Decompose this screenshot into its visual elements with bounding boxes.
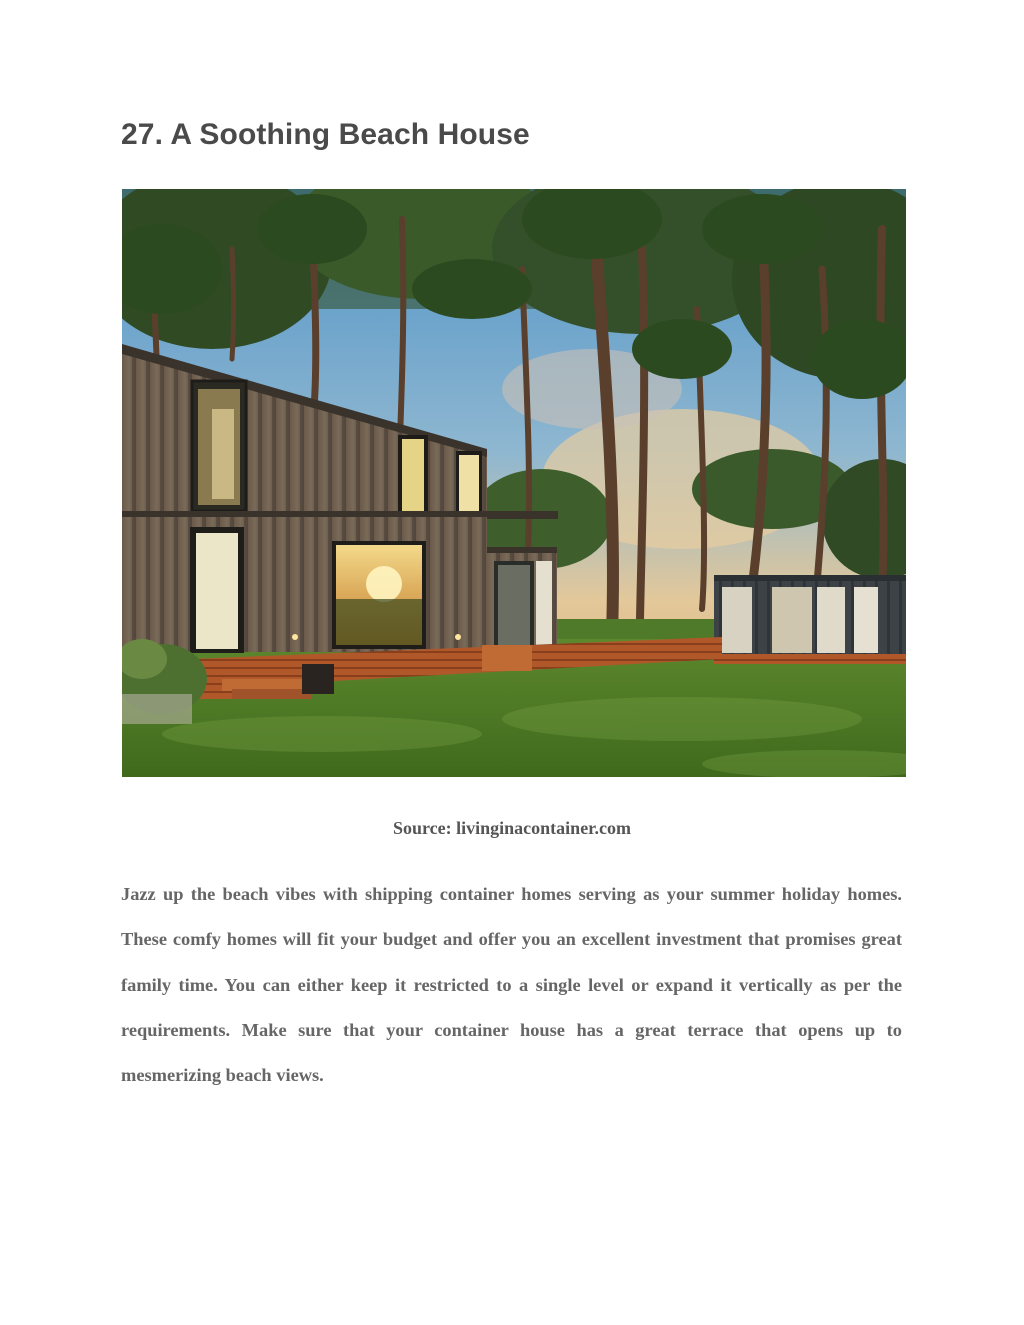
article-paragraph: Jazz up the beach vibes with shipping container homes serving as your summer holiday homes. These comfy homes will fit your budget and offer you an excellent investment that promises great family time. You can either keep it restricted to a single level or expand it vertically as per the requirements. Make sure that your container house has a great terrace that opens up to mesmerizing beach views. (121, 884, 902, 1086)
page-title: 27. A Soothing Beach House (121, 118, 530, 151)
container-house-photo (122, 189, 906, 777)
image-source-caption: Source: livinginacontainer.com (393, 818, 631, 838)
